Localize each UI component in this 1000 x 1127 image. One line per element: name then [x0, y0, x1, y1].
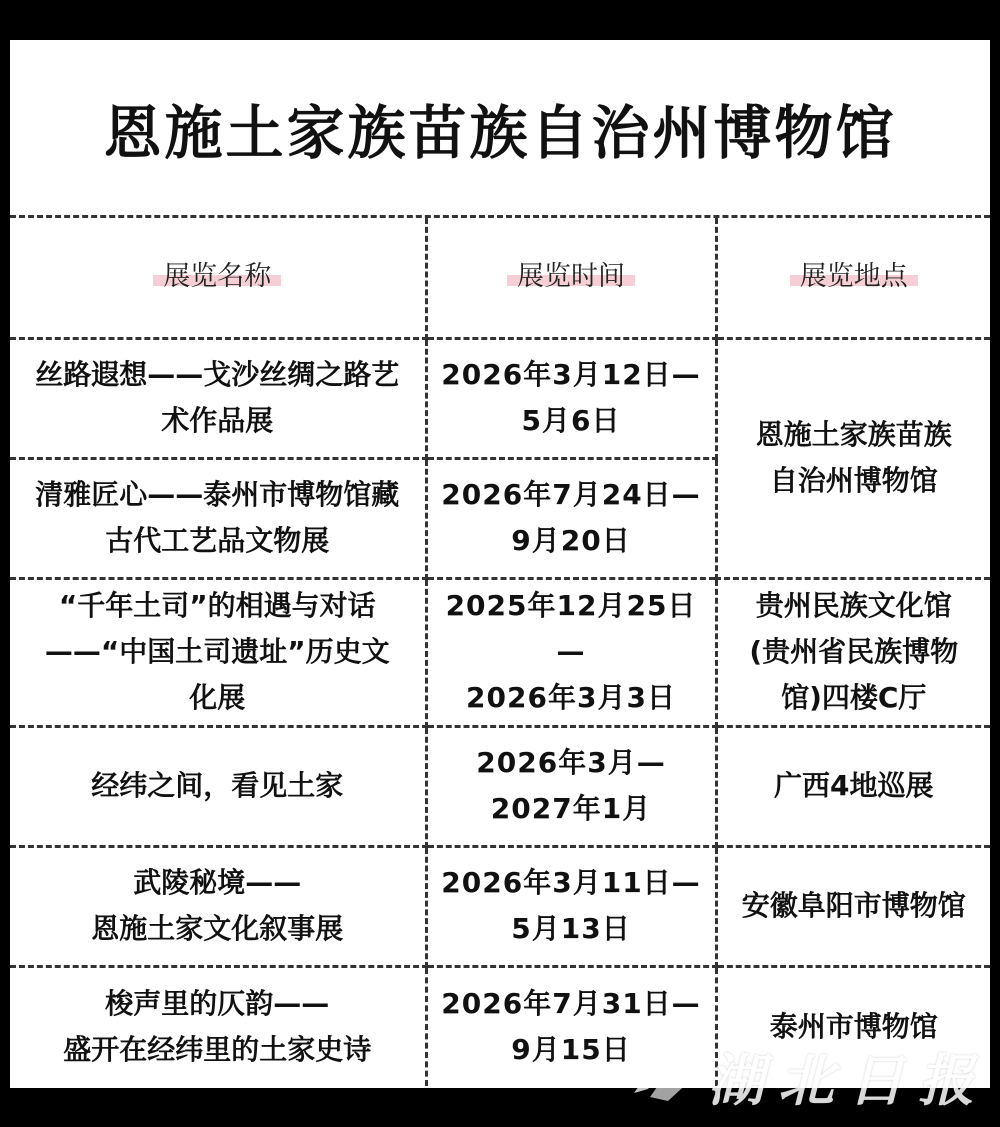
exhibition-name [10, 726, 426, 846]
exhibition-name [10, 578, 426, 726]
table-row [10, 578, 990, 726]
time-line: 2026年3月12日— [441, 358, 701, 391]
exhibition-time [426, 846, 716, 966]
exhibition-name [10, 966, 426, 1086]
exhibition-location [716, 578, 990, 726]
name-line: 清雅匠心——泰州市博物馆藏 [35, 478, 400, 511]
newspaper-logo-icon [628, 1049, 698, 1105]
exhibition-time [426, 458, 716, 578]
name-line: “千年土司”的相遇与对话 [58, 589, 376, 622]
exhibition-location [716, 846, 990, 966]
exhibition-name [10, 846, 426, 966]
name-line: 丝路遐想——戈沙丝绸之路艺 [35, 358, 400, 391]
watermark [628, 1037, 988, 1117]
exhibition-time [426, 578, 716, 726]
header-name-label: 展览名称 [153, 266, 281, 288]
header-time [426, 218, 716, 338]
table-row [10, 726, 990, 846]
name-line: 恩施土家文化叙事展 [91, 912, 344, 945]
header-location-label: 展览地点 [790, 266, 918, 288]
time-line: 2026年7月31日— [441, 986, 701, 1020]
watermark-text: 湖北日报 [708, 1048, 988, 1114]
time-line: 2026年3月11日— [441, 866, 701, 899]
exhibition-time [426, 726, 716, 846]
table-row [10, 846, 990, 966]
time-line: 2025年12月25日— [445, 589, 697, 668]
name-line: 经纬之间，看见土家 [91, 769, 344, 802]
name-line: 梭声里的仄韵—— [105, 986, 330, 1020]
time-line: 2026年7月24日— [441, 478, 701, 511]
location-line: 馆)四楼C厅 [781, 681, 927, 714]
name-line: 盛开在经纬里的土家史诗 [63, 1032, 372, 1066]
time-line: 9月20日 [511, 524, 631, 557]
name-line: 古代工艺品文物展 [105, 524, 330, 557]
time-line: 2027年1月 [490, 792, 652, 825]
table-header-row [10, 218, 990, 338]
title-row [10, 40, 990, 218]
time-line: 9月15日 [511, 1032, 631, 1066]
exhibition-time [426, 338, 716, 458]
name-line: 武陵秘境—— [133, 866, 302, 899]
exhibition-name [10, 458, 426, 578]
table-row [10, 338, 990, 458]
time-line: 5月6日 [521, 404, 621, 437]
header-time-label: 展览时间 [507, 266, 635, 288]
exhibition-table [10, 218, 990, 1086]
exhibition-name [10, 338, 426, 458]
location-line: 恩施土家族苗族 [755, 418, 952, 451]
exhibition-sheet [10, 40, 990, 1088]
exhibition-location [716, 726, 990, 846]
location-line: 贵州民族文化馆 [755, 589, 952, 622]
name-line: ——“中国土司遗址”历史文 [44, 635, 390, 668]
location-line: 广西4地巡展 [774, 769, 934, 802]
header-name [10, 218, 426, 338]
time-line: 5月13日 [511, 912, 631, 945]
time-line: 2026年3月— [476, 746, 666, 779]
exhibition-location-merged [716, 338, 990, 578]
time-line: 2026年3月3日 [466, 681, 676, 714]
header-location [716, 218, 990, 338]
name-line: 化展 [189, 681, 246, 714]
page-title: 恩施土家族苗族自治州博物馆 [103, 98, 897, 167]
location-line: 泰州市博物馆 [769, 1009, 938, 1043]
location-line: 自治州博物馆 [769, 464, 938, 497]
location-line: (贵州省民族博物 [749, 635, 959, 668]
location-line: 安徽阜阳市博物馆 [741, 889, 966, 922]
name-line: 术作品展 [161, 404, 274, 437]
